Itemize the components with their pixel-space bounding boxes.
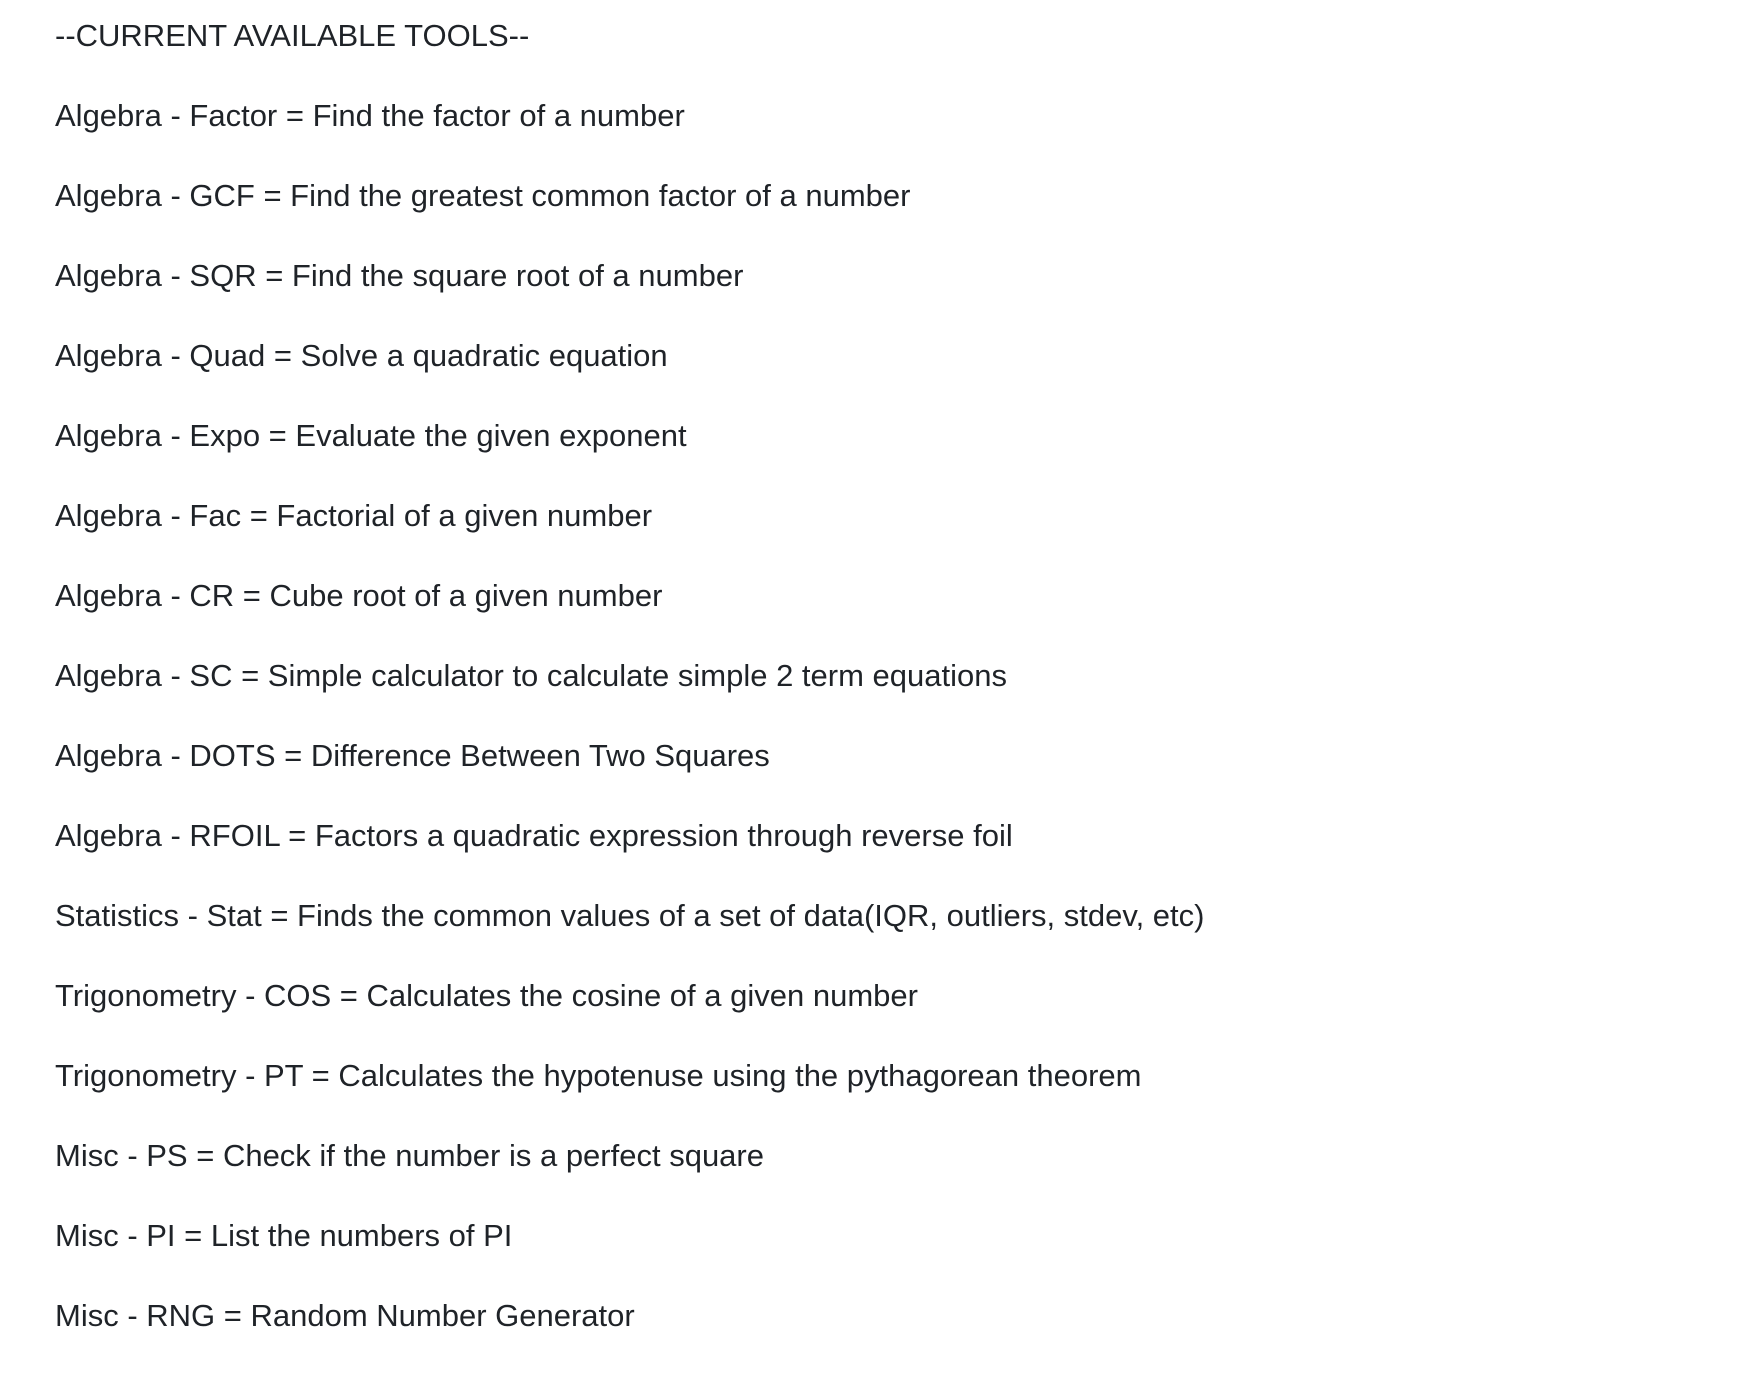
tool-item-misc-ps: Misc - PS = Check if the number is a perfect square	[55, 1138, 764, 1173]
tool-item-statistics-stat: Statistics - Stat = Finds the common values of a set of data(IQR, outliers, stdev, etc)	[55, 898, 1205, 933]
tool-item-algebra-dots: Algebra - DOTS = Difference Between Two Squares	[55, 738, 770, 773]
tool-item-trigonometry-cos: Trigonometry - COS = Calculates the cosine of a given number	[55, 978, 918, 1013]
tool-item-algebra-fac: Algebra - Fac = Factorial of a given number	[55, 498, 653, 533]
tool-item-misc-pi: Misc - PI = List the numbers of PI	[55, 1218, 513, 1253]
tool-item-algebra-cr: Algebra - CR = Cube root of a given number	[55, 578, 663, 613]
tool-item-algebra-sqr: Algebra - SQR = Find the square root of a number	[55, 258, 744, 293]
tool-item-algebra-expo: Algebra - Expo = Evaluate the given exponent	[55, 418, 687, 453]
tools-heading: --CURRENT AVAILABLE TOOLS--	[55, 18, 530, 53]
tool-item-algebra-sc: Algebra - SC = Simple calculator to calculate simple 2 term equations	[55, 658, 1007, 693]
tool-item-algebra-rfoil: Algebra - RFOIL = Factors a quadratic expression through reverse foil	[55, 818, 1013, 853]
tool-item-misc-rng: Misc - RNG = Random Number Generator	[55, 1298, 635, 1333]
tool-item-trigonometry-pt: Trigonometry - PT = Calculates the hypotenuse using the pythagorean theorem	[55, 1058, 1142, 1093]
tool-item-algebra-factor: Algebra - Factor = Find the factor of a number	[55, 98, 685, 133]
tool-item-algebra-quad: Algebra - Quad = Solve a quadratic equation	[55, 338, 668, 373]
tool-item-algebra-gcf: Algebra - GCF = Find the greatest common factor of a number	[55, 178, 911, 213]
tools-document	[55, 16, 1705, 1376]
